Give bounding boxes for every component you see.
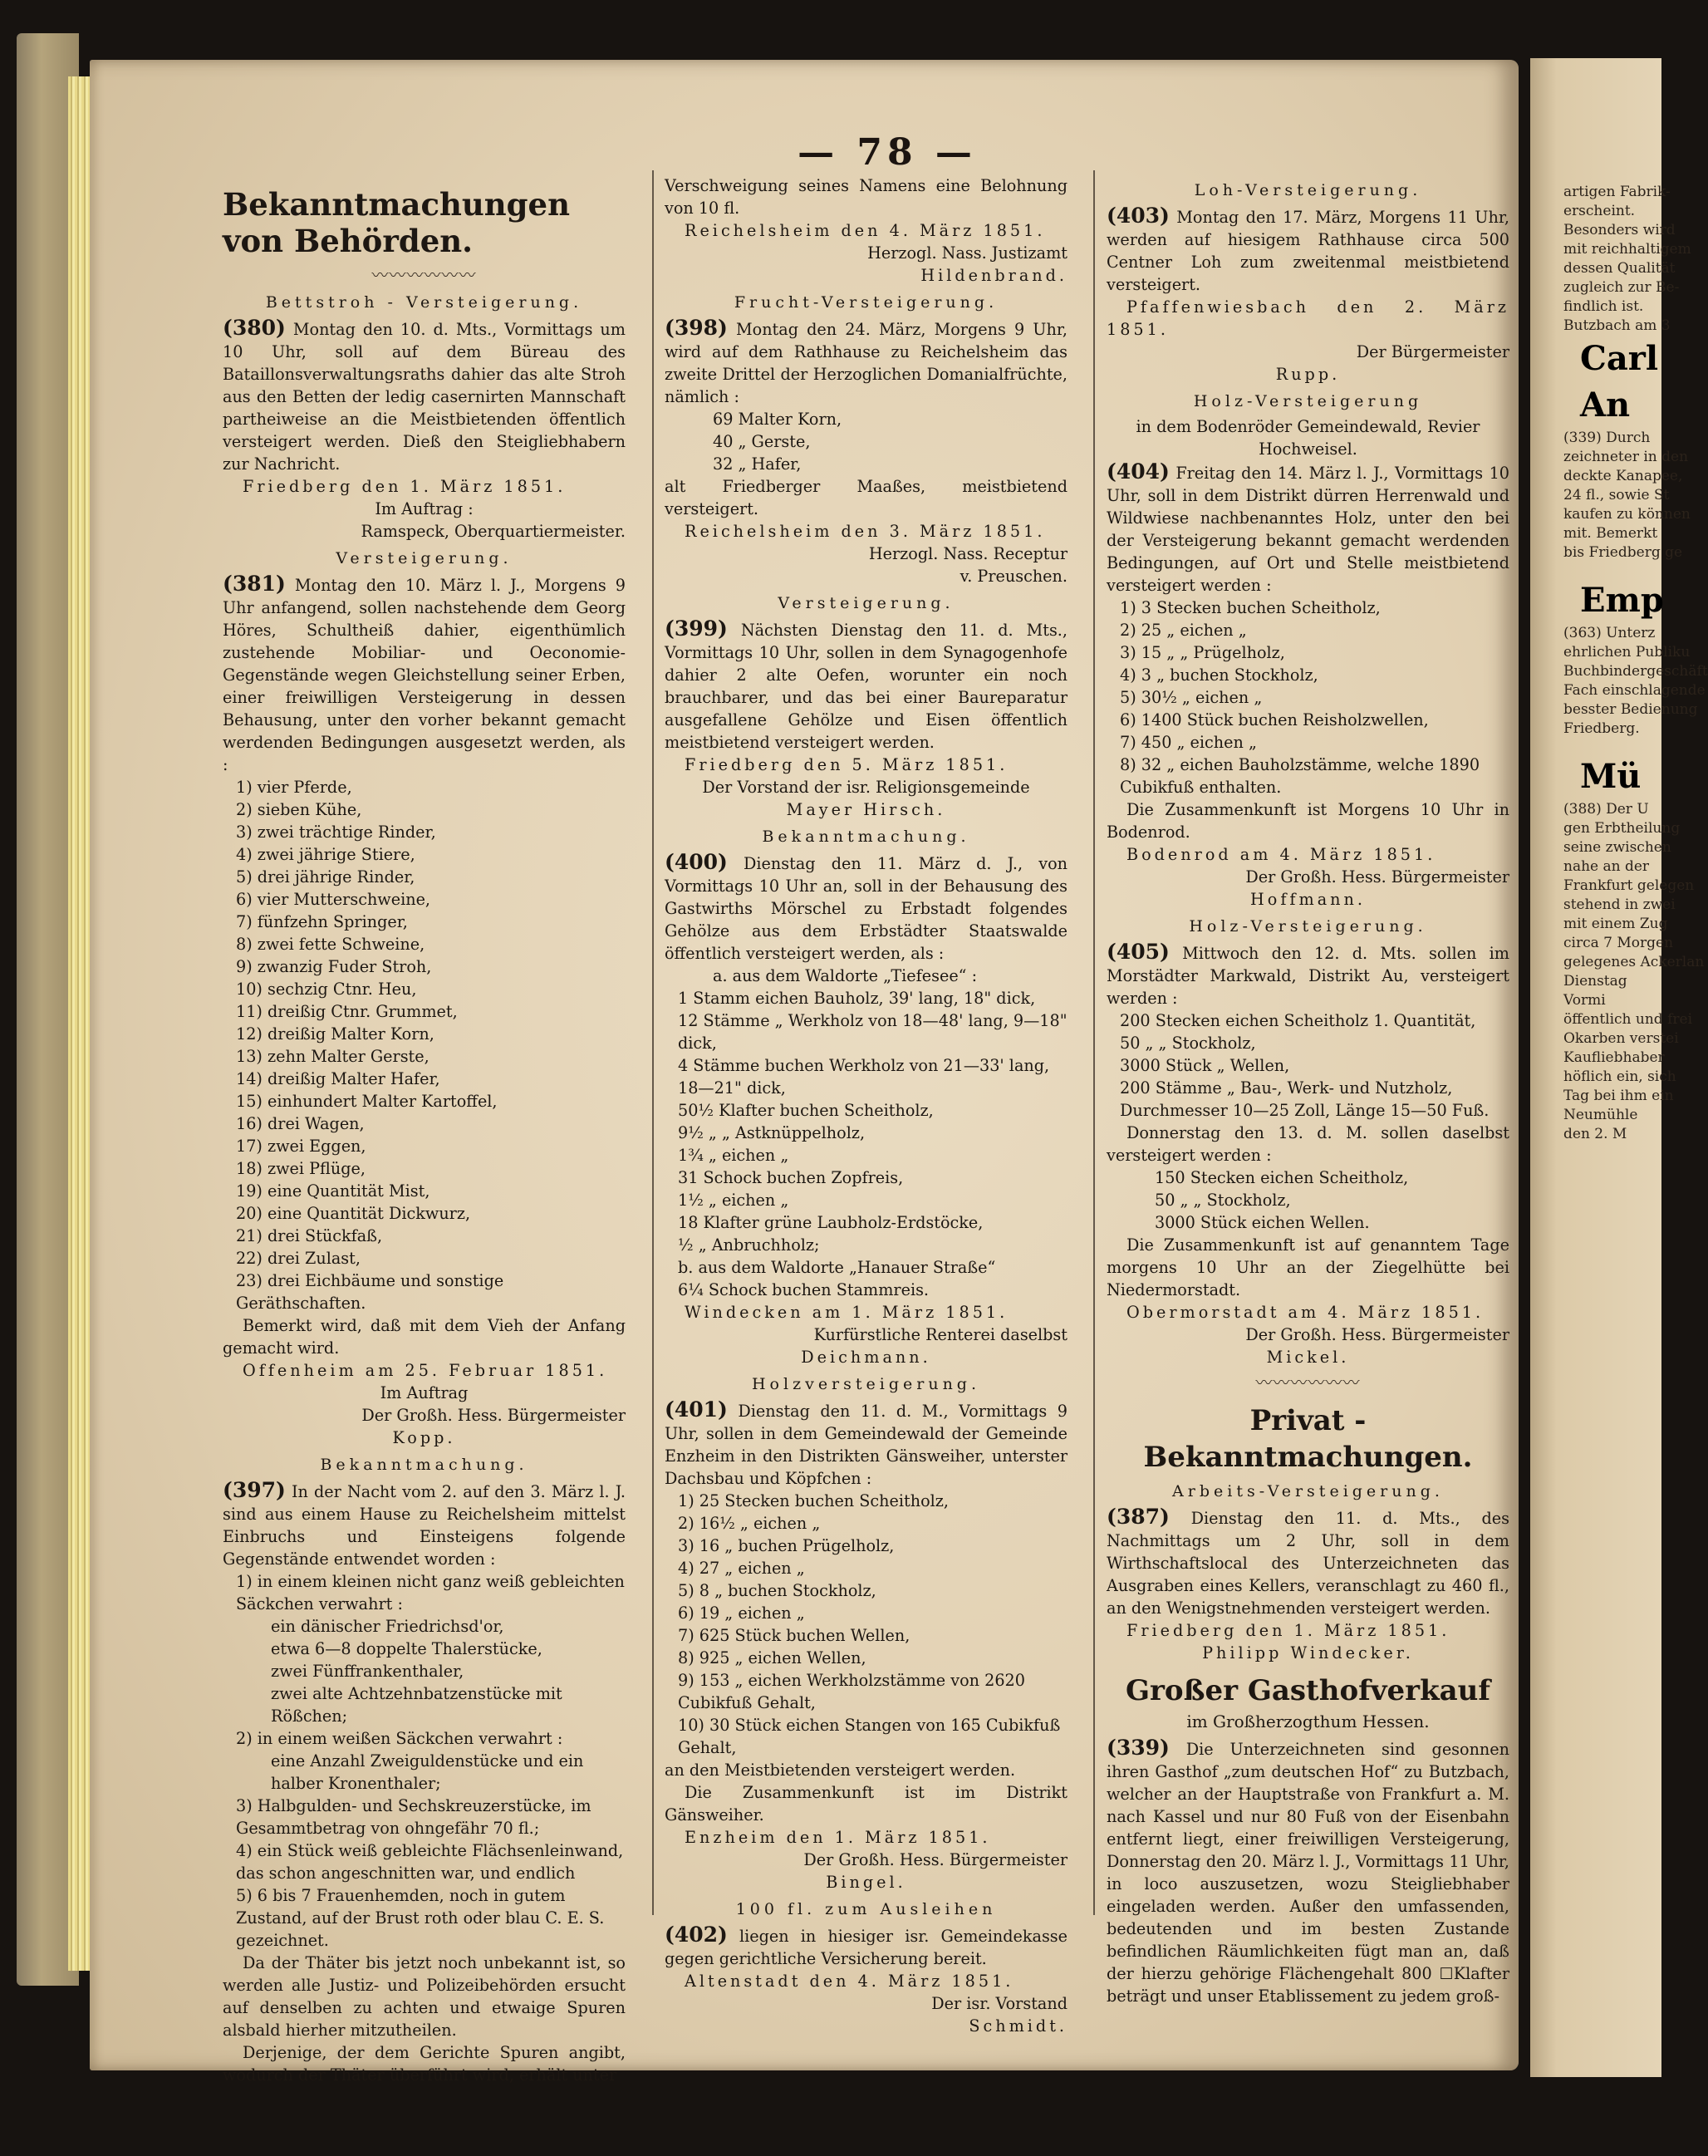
list-item: 32 „ Hafer, [713,454,802,474]
item-list [1107,1166,1509,1234]
notice-body: Da der Thäter bis jetzt noch unbekannt ist, so werden alle Justiz- und Polizeibehörden ersucht auf denselben zu achten und etwaige Spuren alsbald hierher mitzutheilen. [223,1953,626,2040]
next-page-line: den 2. M [1563,1126,1627,1142]
notice-body: (399) Nächsten Dienstag den 11. d. Mts., Vormittags 10 Uhr, sollen in dem Synagogenhofe dahier 2 alte Oefen, worunter ein noch brauchbarer, und das bei einer Baureparatur ausgefallene Gehölze und Eisen öffentlich meistbietend versteigert werden. [665,616,1068,752]
list-item: 69 Malter Korn, [713,410,842,429]
notice-signature: Mayer Hirsch. [786,800,946,819]
notice-signature: Schmidt. [969,2016,1068,2036]
notice-body: Die Zusammenkunft ist im Distrikt Gänsweiher. [665,1783,1068,1824]
notice-body: Donnerstag den 13. d. M. sollen daselbst versteigert werden : [1107,1123,1509,1165]
notice-place-date: Obermorstadt am 4. März 1851. [1126,1303,1485,1322]
notice-body: alt Friedberger Maaßes, meistbietend versteigert. [665,477,1068,518]
notice-body: (397) In der Nacht vom 2. auf den 3. März l. J. sind aus einem Hause zu Reichelsheim mittelst Einbruchs und Einsteigens folgende Gegenstände entwendet worden : [223,1478,626,1569]
notice-number: (401) [665,1397,728,1422]
notice-number: (402) [665,1923,728,1947]
notice-number: (403) [1107,204,1170,228]
next-page-line: nahe an der [1563,858,1650,875]
list-item: 21) drei Stückfaß, [236,1226,383,1245]
next-page-line: zeichneter in den [1563,449,1689,465]
notice-signature: Philipp Windecker. [1202,1643,1414,1662]
notice-body: (405) Mittwoch den 12. d. Mts. sollen im Morstädter Markwald, Distrikt Au, versteigert werden : [1107,940,1509,1008]
item-list [665,408,1068,475]
column-rule [652,170,654,1915]
notice-place-date: Reichelsheim den 3. März 1851. [685,522,1046,541]
list-item: a. aus dem Waldorte „Tiefesee“ : [713,966,978,985]
notice-heading: Holzversteigerung. [751,1375,981,1393]
next-page-line: Tag bei ihm ein [1563,1088,1674,1104]
list-item: 9) 153 „ eichen Werkholzstämme von 2620 Cubikfuß Gehalt, [678,1671,1025,1712]
list-item: 3) 15 „ „ Prügelholz, [1120,643,1285,662]
list-item: 2) 16½ „ eichen „ [678,1514,821,1533]
notice-body: (387) Dienstag den 11. d. Mts., des Nachmittags um 2 Uhr, soll in dem Wirthschaftslocal des Unterzeichneten das Ausgraben eines Kellers, veranschlagt zu 460 fl., an den Wenigstnehmenden versteigert werden. [1107,1505,1509,1618]
notice-signature: Im Auftrag : [375,499,474,518]
next-page-line: ehrlichen Publiku [1563,644,1691,661]
notice-number: (387) [1107,1505,1170,1529]
list-item: ein dänischer Friedrichsd'or, [271,1617,504,1636]
next-page-line: zugleich zur Be- [1563,279,1680,296]
next-page-line: artigen Fabrik- [1563,184,1671,200]
next-page-line: Friedberg. [1563,720,1640,737]
list-item: 17) zwei Eggen, [236,1137,366,1156]
next-page-line: Besonders wird [1563,222,1676,238]
list-item: 1¾ „ eichen „ [678,1146,789,1165]
next-page-line: erscheint. [1563,203,1636,219]
ornament-divider: 〰〰〰〰〰〰 [1255,1373,1361,1392]
list-item: 8) zwei fette Schweine, [236,935,425,954]
notice-signature: Herzogl. Nass. Justizamt [867,243,1068,263]
notice-number: (398) [665,316,728,340]
notice-heading: Versteigerung. [778,594,955,612]
list-item: 5) 8 „ buchen Stockholz, [678,1581,876,1600]
notice-body: (381) Montag den 10. März l. J., Morgens 9 Uhr anfangend, sollen nachstehende dem Georg Höres, Schultheiß dahier, eigenthümlich zustehende Mobiliar- und Oeconomie-Gegenstände wegen Gleichstellung seiner Erben, einer freiwilligen Versteigerung in dessen Behausung, unter den vorher bekannt gemacht werdenden Bedingungen ausgesetzt werden, als : [223,572,626,774]
notice-signature: Der Großh. Hess. Bürgermeister [1245,867,1509,886]
notice-number: (381) [223,572,286,596]
list-item: zwei Fünffrankenthaler, [271,1662,464,1681]
notice-body: (404) Freitag den 14. März l. J., Vormittags 10 Uhr, soll in dem Distrikt dürren Herrenwald und Wildwiese nachbenanntes Holz, unter den bei der Versteigerung bekannt gemacht werdenden Bedingungen, auf Ort und Stelle meistbietend versteigert werden : [1107,459,1509,595]
next-page-line: mit. Bemerkt [1563,525,1658,542]
list-item: 20) eine Quantität Dickwurz, [236,1204,471,1223]
notice-signature: v. Preuschen. [960,567,1068,586]
list-item: 1 Stamm eichen Bauholz, 39' lang, 18" dick, [678,989,1036,1008]
next-page-line: gen Erbtheilung [1563,820,1681,837]
list-item: 1) 3 Stecken buchen Scheitholz, [1120,598,1381,617]
list-item: 9½ „ „ Astknüppelholz, [678,1123,866,1142]
list-item: 7) fünfzehn Springer, [236,912,408,931]
next-page-line: Frankfurt gelegen [1563,877,1695,894]
notice-title: Großer Gasthofverkauf [1125,1674,1490,1707]
notice-signature: Im Auftrag [380,1383,469,1402]
list-item: 3) 16 „ buchen Prügelholz, [678,1536,895,1555]
list-item: 18 Klafter grüne Laubholz-Erdstöcke, [678,1213,984,1232]
next-page-line: Kaufliebhaber [1563,1049,1665,1066]
list-item: 4) zwei jährige Stiere, [236,845,415,864]
section-title: Privat - Bekanntmachungen. [1143,1404,1473,1474]
notice-place-date: Bodenrod am 4. März 1851. [1126,845,1436,864]
notice-place-date: Friedberg den 1. März 1851. [1126,1621,1450,1640]
next-page-line: Fach einschlagende [1563,682,1706,699]
list-item: 16) drei Wagen, [236,1114,365,1133]
list-item: 2) 25 „ eichen „ [1120,621,1247,640]
notice-signature: Deichmann. [801,1348,931,1367]
next-page-line: 24 fl., sowie St [1563,487,1670,503]
list-item: 31 Schock buchen Zopfreis, [678,1168,904,1187]
list-item: 1½ „ eichen „ [678,1191,789,1210]
notice-heading: Loh-Versteigerung. [1194,181,1422,199]
list-item: 4) ein Stück weiß gebleichte Flächsenleinwand, das schon angeschnitten war, und endlich [236,1841,624,1883]
notice-signature: Herzogl. Nass. Receptur [868,544,1068,563]
next-page-line: Neumühle [1563,1107,1638,1123]
notice-number: (339) [1107,1736,1170,1760]
page-stack-edge [68,76,90,1971]
notice-heading: Versteigerung. [336,549,513,567]
next-page-line: (363) Unterz [1563,625,1656,641]
notice-body: (380) Montag den 10. d. Mts., Vormittags um 10 Uhr, soll auf dem Büreau des Bataillonsverwaltungsraths dahier das alte Stroh aus den Betten der ledig casernirten Mannschaft partheiweise an die Meistbietenden öffentlich versteigert werden. Dieß den Steigliebhabern zur Nachricht. [223,316,626,474]
next-page-line: dessen Qualität [1563,260,1676,277]
list-item: 50 „ „ Stockholz, [1155,1191,1291,1210]
notice-number: (380) [223,316,286,340]
notice-heading: Holz-Versteigerung [1193,392,1423,410]
notice-signature: Kurfürstliche Renterei daselbst [813,1325,1068,1344]
notice-body: Verschweigung seines Namens eine Belohnung von 10 fl. [665,176,1068,218]
notice-signature: Bingel. [826,1873,906,1892]
notice-place-date: Friedberg den 5. März 1851. [685,755,1009,774]
notice-heading: Arbeits-Versteigerung. [1172,1482,1444,1500]
notice-signature: Mickel. [1266,1348,1350,1367]
notice-heading: Bekanntmachung. [762,828,970,846]
next-page-heading: Mü [1580,757,1642,796]
list-item: 200 Stämme „ Bau-, Werk- und Nutzholz, Durchmesser 10—25 Zoll, Länge 15—50 Fuß. [1120,1078,1490,1120]
list-item: 3) Halbgulden- und Sechskreuzerstücke, im Gesammtbetrag von ohngefähr 70 fl.; [236,1796,591,1838]
list-item: 11) dreißig Ctnr. Grummet, [236,1002,458,1021]
list-item: 23) drei Eichbäume und sonstige Geräthschaften. [236,1271,504,1313]
next-page-line: stehend in zwei [1563,896,1676,913]
column-1 [223,174,626,2086]
next-page-line: bis Friedberg ge [1563,544,1683,561]
next-page-fragment [1530,58,1708,2077]
notice-body: an den Meistbietenden versteigert werden. [665,1761,1016,1780]
list-item: 1) 25 Stecken buchen Scheitholz, [678,1491,949,1510]
list-item: ½ „ Anbruchholz; [678,1235,820,1255]
notice-heading: Holz-Versteigerung. [1189,917,1427,936]
notice-body: (339) Die Unterzeichneten sind gesonnen ihren Gasthof „zum deutschen Hof“ zu Butzbach, welcher an der Hauptstraße von Frankfurt a. M. nach Kassel und nur 80 Fuß von der Eisenbahn entfernt liegt, einer freiwilligen Versteigerung, Donnerstag den 20. März l. J., Vormittags 11 Uhr, in loco auszusetzen, wozu Steigliebhaber eingeladen werden. Außer den umfassenden, bedeutenden und im besten Zustande befindlichen Räumlichkeiten fügt man an, daß der hierzu gehörige Flächengehalt 800 ☐Klafter beträgt und unser Etablissement zu jedem groß- [1107,1736,1509,2006]
next-page-line: besster Bedienung [1563,701,1698,718]
list-item: 13) zehn Malter Gerste, [236,1047,429,1066]
notice-note: Bemerkt wird, daß mit dem Vieh der Anfang gemacht wird. [223,1316,626,1358]
section-title: Bekanntmachungen von Behörden. [223,186,570,259]
page-number: — 78 — [798,131,977,174]
notice-heading: Bekanntmachung. [320,1456,528,1474]
column-2 [665,174,1068,2037]
notice-signature: Kopp. [392,1428,456,1447]
list-item: 6) 19 „ eichen „ [678,1603,805,1623]
list-item: 3) zwei trächtige Rinder, [236,823,436,842]
list-item: 2) in einem weißen Säckchen verwahrt : [236,1729,563,1748]
next-page-line: (388) Der U [1563,801,1649,818]
list-item: 50 „ „ Stockholz, [1120,1034,1256,1053]
list-item: 8) 925 „ eichen Wellen, [678,1648,866,1667]
notice-body: Die Zusammenkunft ist Morgens 10 Uhr in Bodenrod. [1107,800,1509,842]
next-page-heading: An [1580,386,1631,425]
list-item: 7) 625 Stück buchen Wellen, [678,1626,910,1645]
list-item: 6) vier Mutterschweine, [236,890,431,909]
list-item: 6) 1400 Stück buchen Reisholzwellen, [1120,710,1429,729]
notice-signature: Der Bürgermeister [1356,342,1509,361]
notice-signature: Hildenbrand. [920,266,1068,285]
next-page-line: (339) Durch [1563,430,1651,446]
list-item: etwa 6—8 doppelte Thalerstücke, [271,1639,542,1658]
column-rule [1093,170,1095,1915]
item-list [665,965,1068,1301]
next-page-line: kaufen zu können [1563,506,1691,523]
item-list [223,776,626,1314]
item-list [1107,1009,1509,1122]
next-page-line: deckte Kanapee, [1563,468,1683,484]
list-item: 3000 Stück eichen Wellen. [1155,1213,1370,1232]
notice-place-date: Pfaffenwiesbach den 2. März 1851. [1107,297,1509,339]
notice-number: (404) [1107,459,1170,484]
notice-place-date: Reichelsheim den 4. März 1851. [685,221,1046,240]
list-item: 9) zwanzig Fuder Stroh, [236,957,432,976]
notice-place-date: Friedberg den 1. März 1851. [243,477,567,496]
notice-heading: Bettstroh - Versteigerung. [265,293,583,312]
list-item: 40 „ Gerste, [713,432,811,451]
next-page-line: Dienstag [1563,973,1627,990]
next-page-line: circa 7 Morgen [1563,935,1674,951]
list-item: 4) 27 „ eichen „ [678,1559,805,1578]
list-item: eine Anzahl Zweiguldenstücke und ein halber Kronenthaler; [271,1751,584,1793]
notice-heading: 100 fl. zum Ausleihen [735,1900,997,1918]
notice-body: (401) Dienstag den 11. d. M., Vormittags 9 Uhr, sollen in dem Gemeindewald der Gemeinde Enzheim in den Distrikten Gänsweiher, unterster Dachsbau und Köpfchen : [665,1397,1068,1488]
notice-place-date: Windecken am 1. März 1851. [685,1303,1009,1322]
notice-subheading: in dem Bodenröder Gemeindewald, Revier Hochweisel. [1136,417,1480,459]
next-page-line: gelegenes Ackerlan [1563,954,1705,970]
list-item: 4 Stämme buchen Werkholz von 21—33' lang, 18—21" dick, [678,1056,1050,1098]
notice-place-date: Altenstadt den 4. März 1851. [685,1972,1014,1991]
item-list [1107,597,1509,798]
next-page-line: höflich ein, sich [1563,1068,1676,1085]
list-item: 7) 450 „ eichen „ [1120,733,1257,752]
list-item: 150 Stecken eichen Scheitholz, [1155,1168,1409,1187]
list-item: 14) dreißig Malter Hafer, [236,1069,440,1088]
ornament-divider: 〰〰〰〰〰〰 [371,265,477,285]
list-item: 5) 30½ „ eichen „ [1120,688,1263,707]
list-item: 1) vier Pferde, [236,778,352,797]
list-item: 4) 3 „ buchen Stockholz, [1120,665,1318,685]
notice-body: (403) Montag den 17. März, Morgens 11 Uhr, werden auf hiesigem Rathhause circa 500 Centner Loh zum zweitenmal meistbietend versteigert. [1107,204,1509,294]
notice-number: (400) [665,850,728,874]
list-item: 15) einhundert Malter Kartoffel, [236,1092,498,1111]
next-page-heading: Emp [1580,581,1664,620]
notice-signature: Rupp. [1275,365,1341,384]
notice-signature: Der isr. Vorstand [931,1994,1068,2013]
notice-body: (398) Montag den 24. März, Morgens 9 Uhr, wird auf dem Rathhause zu Reichelsheim das zweite Drittel der Herzoglichen Domanialfrüchte, nämlich : [665,316,1068,406]
notice-number: (399) [665,616,728,641]
list-item: 200 Stecken eichen Scheitholz 1. Quantität, [1120,1011,1476,1030]
notice-signature: Der Großh. Hess. Bürgermeister [1245,1325,1509,1344]
list-item: 5) drei jährige Rinder, [236,867,415,886]
notice-signature: Der Großh. Hess. Bürgermeister [803,1850,1068,1869]
item-list [665,1490,1068,1759]
list-item: 22) drei Zulast, [236,1249,361,1268]
list-item: 8) 32 „ eichen Bauholzstämme, welche 1890 Cubikfuß enthalten. [1120,755,1480,797]
next-page-line: Vormi [1563,992,1606,1009]
next-page-line: mit einem Zug [1563,916,1668,932]
notice-signature: Ramspeck, Oberquartiermeister. [361,522,626,541]
item-list [223,1570,626,1952]
list-item: 50½ Klafter buchen Scheitholz, [678,1101,934,1120]
next-page-line: findlich ist. [1563,298,1644,315]
notice-body: (402) liegen in hiesiger isr. Gemeindekasse gegen gerichtliche Versicherung bereit. [665,1923,1068,1968]
next-page-heading: Carl [1580,339,1659,378]
list-item: 1) in einem kleinen nicht ganz weiß gebleichten Säckchen verwahrt : [236,1572,625,1613]
notice-place-date: Enzheim den 1. März 1851. [685,1828,991,1847]
list-item: 3000 Stück „ Wellen, [1120,1056,1290,1075]
notice-subheading: im Großherzogthum Hessen. [1186,1712,1430,1731]
notice-number: (405) [1107,940,1170,964]
list-item: b. aus dem Waldorte „Hanauer Straße“ [678,1258,996,1277]
column-3 [1107,174,1509,2007]
notice-signature: Der Großh. Hess. Bürgermeister [361,1406,626,1425]
list-item: 19) eine Quantität Mist, [236,1181,430,1201]
next-page-line: Butzbach am 3 [1563,317,1671,334]
next-page-line: mit reichhaltigem [1563,241,1691,258]
next-page-line: öffentlich und frei [1563,1011,1693,1028]
list-item: 10) sechzig Ctnr. Heu, [236,980,417,999]
list-item: zwei alte Achtzehnbatzenstücke mit Rößchen; [271,1684,562,1726]
notice-heading: Frucht-Versteigerung. [734,293,999,312]
list-item: 10) 30 Stück eichen Stangen von 165 Cubikfuß Gehalt, [678,1716,1061,1757]
next-page-line: seine zwischen [1563,839,1671,856]
list-item: 12 Stämme „ Werkholz von 18—48' lang, 9—18" dick, [678,1011,1068,1053]
notice-body: (400) Dienstag den 11. März d. J., von Vormittags 10 Uhr an, soll in der Behausung des Gastwirths Mörschel zu Erbstadt folgendes Gehölze aus dem Erbstädter Staatswalde öffentlich versteigert werden, als : [665,850,1068,963]
list-item: 6¼ Schock buchen Stammreis. [678,1280,930,1299]
list-item: 18) zwei Pflüge, [236,1159,366,1178]
notice-place-date: Offenheim am 25. Februar 1851. [243,1361,608,1380]
notice-body: Die Zusammenkunft ist auf genanntem Tage morgens 10 Uhr an der Ziegelhütte bei Niedermorstadt. [1107,1235,1509,1299]
notice-body: Derjenige, der dem Gerichte Spuren angibt, wodurch der Thäter überführt wird, erhält unter [223,2043,626,2085]
next-page-line: Okarben verstei [1563,1030,1679,1047]
notice-signature: Hoffmann. [1250,890,1366,909]
list-item: 5) 6 bis 7 Frauenhemden, noch in gutem Zustand, auf der Brust roth oder blau C. E. S. gezeichnet. [236,1886,605,1950]
notice-signature: Der Vorstand der isr. Religionsgemeinde [702,778,1030,797]
list-item: 12) dreißig Malter Korn, [236,1024,434,1044]
notice-number: (397) [223,1478,286,1502]
list-item: 2) sieben Kühe, [236,800,362,819]
next-page-line: Buchbindergeschäft [1563,663,1708,680]
